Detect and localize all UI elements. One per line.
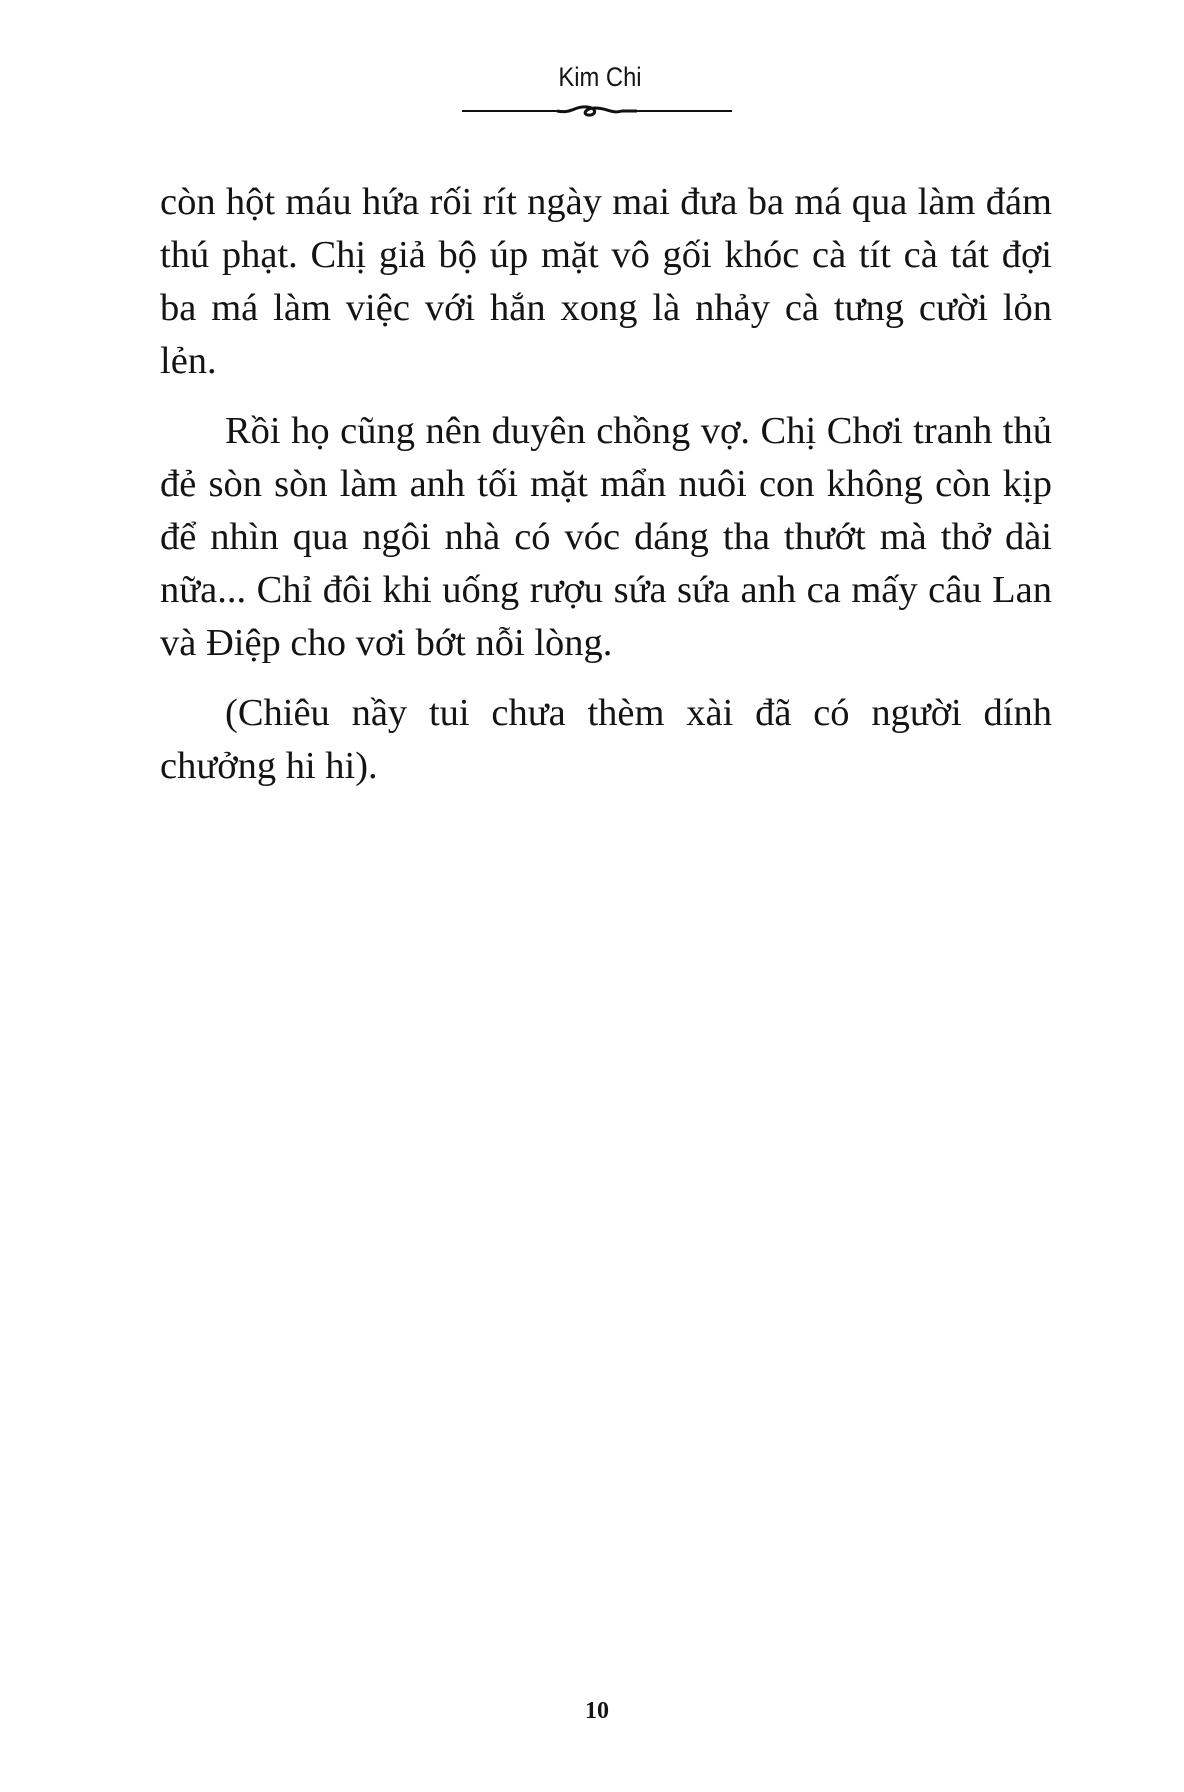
header-ornament-divider <box>462 100 732 122</box>
page-number: 10 <box>585 1698 609 1724</box>
paragraph: (Chiêu nầy tui chưa thèm xài đã có người dính chưởng hi hi). <box>160 692 1052 787</box>
page-body-text <box>160 176 1052 810</box>
paragraph: Rồi họ cũng nên duyên chồng vợ. Chị Chơi tranh thủ đẻ sòn sòn làm anh tối mặt mẩn nuôi con không còn kịp để nhìn qua ngôi nhà có vóc dáng tha thướt mà thở dài nữa... Chỉ đôi khi uống rượu sứa sứa anh ca mấy câu Lan và Điệp cho vơi bớt nỗi lòng. <box>160 410 1052 664</box>
running-header-title: Kim Chi <box>558 62 642 92</box>
paragraph-continued: còn hột máu hứa rối rít ngày mai đưa ba má qua làm đám thú phạt. Chị giả bộ úp mặt vô gối khóc cà tít cà tát đợi ba má làm việc với hắn xong là nhảy cà tưng cười lỏn lẻn. <box>160 181 1052 382</box>
